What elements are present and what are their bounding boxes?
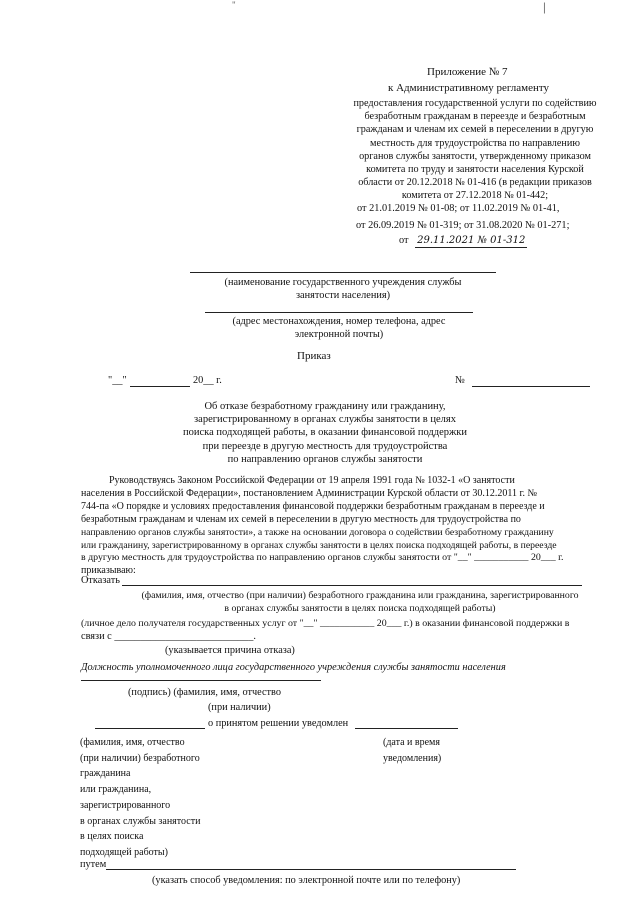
order-title: Приказ (297, 350, 331, 362)
refuse-name-line (122, 585, 582, 586)
official-sign-line (81, 680, 321, 681)
notice-left-caption-line: в органах службы занятости (80, 815, 201, 827)
notice-date-line (355, 728, 458, 729)
order-date-month-line (130, 386, 190, 387)
subject-line: по направлению органов службы занятости (227, 453, 423, 465)
refuse-caption-line: в органах службы занятости в целях поиска подходящей работы) (224, 602, 496, 614)
notice-left-caption (80, 735, 200, 861)
official-sig-caption: (подпись) (фамилия, имя, отчество (128, 687, 281, 698)
refuse-caption-line: (фамилия, имя, отчество (при наличии) безработного гражданина или гражданина, зарегистрированного (141, 590, 579, 601)
appendix-last-prefix: от (399, 235, 409, 246)
appendix-body (330, 97, 620, 203)
reason-caption: (указывается причина отказа) (165, 645, 295, 656)
notice-name-line (95, 728, 205, 729)
appendix-body-line: органов службы занятости, утвержденному приказом (359, 150, 591, 162)
org-name-line (190, 272, 496, 273)
subject-line: при переезде в другую местность для трудоустройства (202, 440, 448, 452)
body-line: в другую местность для трудоустройства по направлению органов службы занятости от "__" ___________ 20___ г. (81, 552, 564, 564)
body-line: или гражданину, зарегистрированному в органах службы занятости в целях поиска подходящей работы, в переезде (81, 539, 557, 551)
notice-left-caption-line: гражданина (80, 768, 131, 780)
refuse-line1: (личное дело получателя государственных услуг от "__" ___________ 20___ г.) в оказании финансовой поддержки в (81, 618, 570, 629)
scan-edge-bar: | (543, 0, 546, 14)
body-line: направлению органов службы занятости», а также на основании договора о содействии безработному гражданину (81, 526, 554, 538)
body-line: приказываю: (81, 565, 136, 577)
order-date-year: 20__ г. (193, 375, 222, 386)
address-caption-line: электронной почты) (294, 329, 384, 340)
org-caption (190, 276, 496, 302)
body-line: 744-па «О порядке и условиях предоставления финансовой поддержки безработным гражданам в переезде и (81, 500, 545, 512)
refuse-line2: связи с ___________________________. (81, 631, 256, 642)
appendix-body-line: комитета от 27.12.2018 № 01-442; (401, 190, 549, 202)
subject-line: Об отказе безработному гражданину или гражданину, (204, 401, 446, 412)
scan-mark: " (232, 0, 236, 10)
notice-text: о принятом решении уведомлен (208, 718, 349, 729)
appendix-body-line: от 26.09.2019 № 01-319; от 31.08.2020 № 01-271; (356, 220, 570, 231)
notice-way-caption: (указать способ уведомления: по электронной почте или по телефону) (152, 875, 461, 886)
order-number-label: № (455, 375, 465, 386)
notice-left-caption-line: в целях поиска (80, 831, 144, 843)
appendix-body-line: комитета по труду и занятости населения Курской (366, 164, 584, 176)
handwritten-order-ref: 29.11.2021 № 01-312 (417, 235, 526, 246)
appendix-body-line: гражданам и членам их семей в переселении в другую (356, 124, 594, 136)
appendix-body-line: предоставления государственной услуги по содействию (353, 98, 597, 109)
appendix-line1: к Административному регламенту (388, 82, 550, 94)
notice-right-caption (383, 735, 441, 766)
notice-right-caption-line: (дата и время (383, 737, 440, 748)
notice-left-caption-line: или гражданина, (80, 784, 152, 796)
subject-line: зарегистрированному в органах службы занятости в целях (194, 414, 456, 426)
notice-left-caption-line: (фамилия, имя, отчество (80, 737, 185, 748)
body-line: безработным гражданам и членам их семей в переселении в другую местность для трудоустройства по (81, 513, 521, 525)
body-line: населения в Российской Федерации», постановлением Администрации Курской области от 30.12.2011 г. № (81, 487, 538, 499)
refuse-caption (100, 590, 620, 615)
notice-right-caption-line: уведомления) (383, 752, 442, 764)
order-date-day: "__" (108, 375, 127, 386)
appendix-body-line: безработным гражданам в переезде и безработным (364, 111, 586, 123)
notice-left-caption-line: (при наличии) безработного (80, 752, 200, 764)
appendix-body-line: от 21.01.2019 № 01-08; от 11.02.2019 № 01-41, (357, 203, 560, 214)
org-caption-line: (наименование государственного учреждения службы (224, 277, 462, 288)
subject-line: поиска подходящей работы, в оказании финансовой поддержки (183, 427, 467, 439)
appendix-body-line: области от 20.12.2018 № 01-416 (в редакции приказов (358, 177, 592, 189)
refuse-label: Отказать (81, 575, 120, 586)
address-caption (205, 315, 473, 341)
notice-way-line (106, 869, 516, 870)
appendix-last-line (399, 235, 527, 248)
appendix-body-line: местность для трудоустройства по направлению (370, 137, 580, 149)
official-sig-caption2: (при наличии) (208, 702, 271, 713)
order-subject (175, 400, 475, 466)
address-caption-line: (адрес местонахождения, номер телефона, адрес (232, 316, 446, 327)
order-body (81, 475, 611, 578)
body-line: Руководствуясь Законом Российской Федерации от 19 апреля 1991 года № 1032-1 «О занятости (109, 475, 515, 486)
notice-left-caption-line: зарегистрированного (80, 799, 171, 811)
order-number-line (472, 386, 590, 387)
appendix-title: Приложение № 7 (427, 66, 508, 78)
org-caption-line: занятости населения) (295, 290, 391, 301)
notice-left-caption-line: подходящей работы) (80, 846, 168, 858)
official-line: Должность уполномоченного лица государственного учреждения службы занятости населения (81, 662, 506, 673)
notice-way-label: путем (80, 859, 107, 870)
address-line (205, 312, 473, 313)
